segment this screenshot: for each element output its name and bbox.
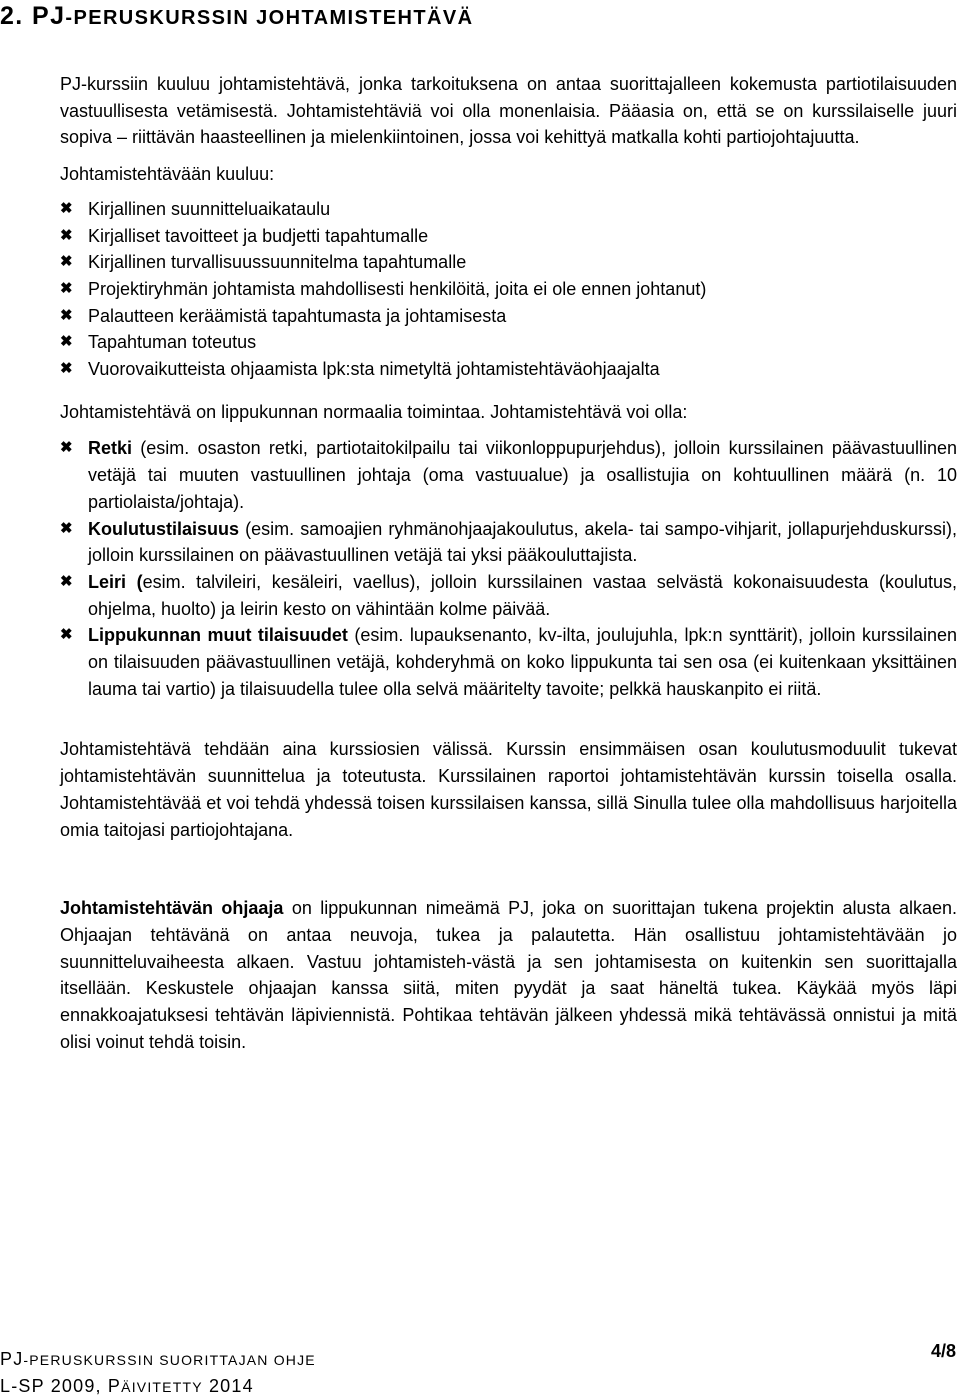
between-paragraph: Johtamistehtävä tehdään aina kurssiosien välissä. Kurssin ensimmäisen osan koulutusmoduulit tukevat johtamistehtävän suunnittelua ja toteutusta. Kurssilainen raportoi johtamistehtävän kurssin toisella osalla. Johtamistehtävää et voi tehdä yhdessä toisen kurssilaisen kanssa, sillä Sinulla tulee olla mahdollisuus harjoitella omia taitojasi partiojohtajana. (60, 739, 957, 840)
cross-bullet-icon: ✖ (60, 572, 73, 590)
intro-paragraph: PJ-kurssiin kuuluu johtamistehtävä, jonka tarkoituksena on antaa suorittajalleen kokemusta partiotilaisuuden vastuullisesta vetämisestä. Johtamistehtäviä voi olla monenlaisia. Pääasia on, että se on kurssilaiselle juuri sopiva – riittävän haasteellinen ja mielenkiintoinen, jossa voi kehittyä matkalla kohti partiojohtajuutta. (60, 74, 957, 148)
list-item: ✖ Leiri (esim. talvileiri, kesäleiri, vaellus), jolloin kurssilainen vastaa selvästä kokonaisuudesta (koulutus, ohjelma, huolto) ja leirin kesto on vähintään kolme päivää. (60, 569, 957, 622)
cross-bullet-icon: ✖ (60, 253, 73, 271)
cross-bullet-icon: ✖ (60, 519, 73, 537)
footer-line-2: L-SP 2009, PÄIVITETTY 2014 (0, 1376, 254, 1396)
list-item: ✖ Kirjalliset tavoitteet ja budjetti tapahtumalle (60, 223, 957, 250)
document-footer (0, 1346, 316, 1400)
list-item: ✖ Projektiryhmän johtamista mahdollisesti henkilöitä, joita ei ole ennen johtanut) (60, 276, 957, 303)
list-item: ✖ Lippukunnan muut tilaisuudet (esim. lupauksenanto, kv-ilta, joulujuhla, lpk:n synttärit), jolloin kurssilainen on tilaisuuden päävastuullinen vetäjä, kohderyhmä on koko lippukunta tai sen osa (ei kuitenkaan yksittäinen lauma tai vartio) ja tilaisuudella tulee olla selvä määritelty tavoite; pelkkä hauskanpito ei riitä. (60, 622, 957, 702)
list-item: ✖ Kirjallinen turvallisuussuunnitelma tapahtumalle (60, 249, 957, 276)
cross-bullet-icon: ✖ (60, 333, 73, 351)
list-item: ✖ Vuorovaikutteista ohjaamista lpk:sta nimetyltä johtamistehtäväohjaajalta (60, 356, 957, 383)
section-title-big: PJ (32, 2, 66, 30)
list-item: ✖ Tapahtuman toteutus (60, 329, 957, 356)
section-title-small: -PERUSKURSSIN JOHTAMISTEHTÄVÄ (65, 7, 474, 29)
section-number: 2. (0, 2, 24, 30)
cross-bullet-icon: ✖ (60, 279, 73, 297)
list-item: ✖ Koulutustilaisuus (esim. samoajien ryhmänohjaajakoulutus, akela- tai sampo-vihjarit, jollapurjehduskurssi), jolloin kurssilainen on päävastuullinen vetäjä tai yksi pääkouluttajista. (60, 516, 957, 569)
cross-bullet-icon: ✖ (60, 199, 73, 217)
mentor-term: Johtamistehtävän ohjaaja (60, 898, 284, 919)
page-number: 4/8 (930, 1341, 956, 1361)
cross-bullet-icon: ✖ (60, 226, 73, 244)
section-heading (0, 2, 473, 31)
includes-list (60, 196, 957, 383)
list-item: ✖ Kirjallinen suunnitteluaikataulu (60, 196, 957, 223)
types-list (60, 435, 957, 702)
types-intro: Johtamistehtävä on lippukunnan normaalia toimintaa. Johtamistehtävä voi olla: (60, 401, 688, 422)
list-item: ✖ Retki (esim. osaston retki, partiotaitokilpailu tai viikonloppupurjehdus), jolloin kurssilainen päävastuullinen vetäjä tai muuten vastuullinen johtaja (oma vastuualue) ja osallistujia on kohtuullinen määrä (n. 10 partiolaista/johtaja). (60, 435, 957, 515)
document-body (60, 71, 957, 1056)
cross-bullet-icon: ✖ (60, 626, 73, 644)
cross-bullet-icon: ✖ (60, 439, 73, 457)
list-item: ✖ Palautteen keräämistä tapahtumasta ja johtamisesta (60, 303, 957, 330)
footer-line-1: PJ-PERUSKURSSIN SUORITTAJAN OHJE (0, 1349, 316, 1369)
mentor-paragraph: Johtamistehtävän ohjaaja on lippukunnan nimeämä PJ, joka on suorittajan tukena projektin alusta alkaen. Ohjaajan tehtävänä on antaa neuvoja, tukea ja palautetta. Hän osallistuu johtamistehtävään jo suunnitteluvaiheesta alkaen. Vastuu johtamisteh-västä ja sen johtamisesta on kuitenkin sen suorittajalla itsellään. Keskustele ohjaajan kanssa siitä, miten pyydät ja saat häneltä tukea. Käykää myös läpi ennakkoajatuksesi tehtävän läpiviennistä. Pohtikaa tehtävän jälkeen yhdessä mikä tehtävässä onnistui ja mitä olisi voinut tehdä toisin. (60, 898, 957, 1052)
cross-bullet-icon: ✖ (60, 306, 73, 324)
includes-title: Johtamistehtävään kuuluu: (60, 164, 275, 185)
cross-bullet-icon: ✖ (60, 360, 73, 378)
